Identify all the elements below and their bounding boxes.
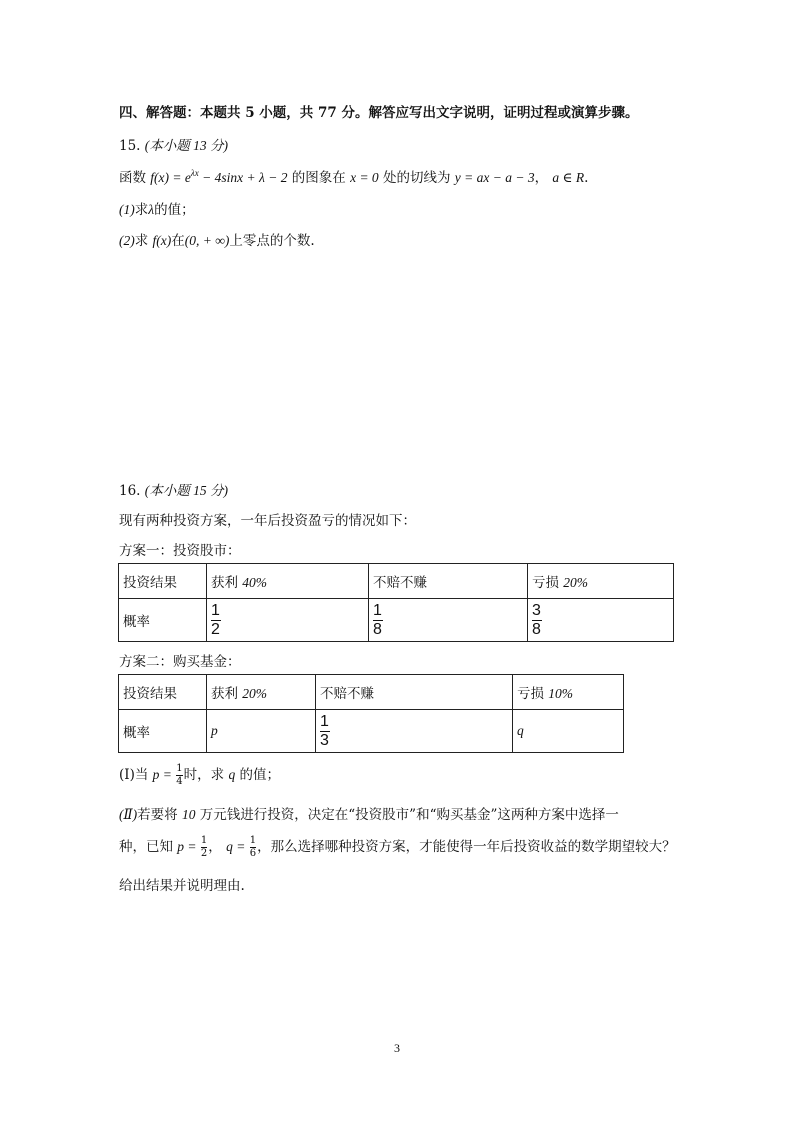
q16-part2-p-frac [201, 836, 207, 859]
q16-part1-text-a: 当 [134, 767, 149, 783]
plan2-header-row [119, 675, 624, 710]
plan1-prob-3 [528, 599, 674, 642]
q15-part1-lambda: λ [148, 202, 155, 217]
plan1-cell-prob-label: 概率 [119, 599, 207, 642]
frac-num: 1 [211, 601, 220, 619]
q16-part1-text-c: 的值； [239, 767, 281, 783]
plan2-profit-pct: 20% [242, 686, 268, 701]
q15-stem-text: 函数 [119, 170, 146, 186]
frac-den: 8 [532, 620, 541, 638]
q16-part2-q-eq: q = [226, 839, 249, 854]
q15-sep: ， [534, 170, 549, 186]
plan1-profit-text: 获利 [211, 575, 243, 591]
frac-num: 1 [320, 712, 329, 730]
q15-fx: f(x) [150, 170, 170, 185]
frac-num: 1 [373, 601, 382, 619]
frac-num: 1 [176, 763, 183, 774]
plan1-cell-even: 不赔不赚 [369, 564, 528, 599]
q16-part2-line3: 给出结果并说明理由. [119, 878, 245, 894]
q16-part1-p-eq: p = [152, 767, 176, 782]
plan1-table [118, 563, 674, 642]
q15-end: . [584, 170, 589, 186]
q15-x0: x = 0 [350, 170, 379, 185]
q16-part2-q-frac [250, 836, 256, 859]
plan2-loss-pct: 10% [548, 686, 574, 701]
q16-part2-ten: 10 [181, 807, 196, 822]
q16-plan1-label: 方案一：投资股市： [119, 543, 241, 559]
plan1-loss-text: 亏损 [532, 575, 564, 591]
q15-stem [119, 166, 588, 186]
q15-part2-text-a: 求 [134, 233, 149, 249]
plan1-cell-profit [207, 564, 369, 599]
plan2-profit-text: 获利 [211, 686, 243, 702]
q16-part1-text-b: 时，求 [183, 767, 225, 783]
q15-mid2-text: 处的切线为 [382, 170, 451, 186]
plan1-cell-loss [528, 564, 674, 599]
q15-heading [119, 134, 228, 154]
frac-num: 3 [532, 601, 541, 619]
q15-mid-text: 的图象在 [291, 170, 346, 186]
plan2-cell-prob-label: 概率 [119, 710, 207, 753]
q16-number: 16. [119, 483, 141, 499]
q16-part2-p-eq: p = [177, 839, 200, 854]
plan2-prob-row [119, 710, 624, 753]
q16-part2-text-a: 若要将 [137, 807, 178, 823]
q15-part1 [119, 198, 195, 218]
q16-intro: 现有两种投资方案，一年后投资盈亏的情况如下： [119, 513, 416, 529]
section-header: 四、解答题：本题共 5 小题，共 77 分。解答应写出文字说明，证明过程或演算步骤。 [119, 105, 639, 121]
q15-eq: = e [169, 170, 191, 185]
plan1-prob-row [119, 599, 674, 642]
q15-part2-label: (2) [119, 233, 135, 248]
q16-part1-label: (Ⅰ) [119, 767, 135, 783]
q16-part2-line2 [119, 835, 676, 859]
plan1-loss-pct: 20% [563, 575, 589, 590]
q15-tangent: y = ax − a − 3 [454, 170, 535, 185]
frac-den: 8 [373, 620, 382, 638]
plan2-prob-p: p [207, 710, 316, 753]
q16-part1-q: q [228, 767, 236, 782]
q16-part2-label: (Ⅱ) [119, 807, 138, 822]
q16-part2-line1 [119, 803, 619, 823]
frac-den: 6 [249, 848, 257, 859]
q16-part2-comma: ， [208, 839, 222, 855]
q15-number: 15. [119, 138, 141, 154]
q15-part2-text-c: 上零点的个数. [229, 233, 315, 249]
frac-den: 2 [211, 620, 220, 638]
plan2-cell-result-label: 投资结果 [119, 675, 207, 710]
q15-part1-text-b: 的值； [154, 202, 195, 218]
plan2-cell-profit [207, 675, 316, 710]
plan2-prob-q: q [513, 710, 624, 753]
q15-exponent: λx [190, 168, 199, 178]
q15-part2-fx: f(x) [152, 233, 172, 248]
plan1-profit-pct: 40% [242, 575, 268, 590]
q16-part2-line2-b: ，那么选择哪种投资方案，才能使得一年后投资收益的数学期望较大？ [257, 839, 676, 855]
plan2-cell-even: 不赔不赚 [316, 675, 513, 710]
q15-a-in-r: a ∈ R [552, 170, 585, 185]
plan1-prob-2 [369, 599, 528, 642]
plan1-cell-result-label: 投资结果 [119, 564, 207, 599]
page-number: 3 [394, 1041, 400, 1055]
q15-part2 [119, 229, 315, 249]
plan2-table [118, 674, 624, 753]
plan2-prob-mid [316, 710, 513, 753]
plan1-prob-1 [207, 599, 369, 642]
frac-num: 1 [249, 835, 257, 846]
q15-part2-interval: (0, + ∞) [184, 233, 230, 248]
frac-den: 2 [200, 848, 208, 859]
frac-den: 3 [320, 731, 329, 749]
q16-part2-line2-a: 种，已知 [119, 839, 173, 855]
q16-part1 [119, 763, 280, 787]
q16-plan2-label: 方案二：购买基金： [119, 654, 241, 670]
plan2-loss-text: 亏损 [517, 686, 549, 702]
q15-rest: − 4sinx + λ − 2 [198, 170, 288, 185]
q15-part1-text-a: 求 [134, 202, 149, 218]
frac-num: 1 [200, 835, 208, 846]
q16-part1-frac [176, 764, 182, 787]
q16-points: (本小题 15 分) [144, 483, 229, 498]
plan1-header-row [119, 564, 674, 599]
q15-part1-label: (1) [119, 202, 135, 217]
q16-part2-text-b: 万元钱进行投资，决定在“投资股市”和“购买基金”这两种方案中选择一 [199, 807, 619, 823]
q15-points: (本小题 13 分) [144, 138, 229, 153]
plan2-cell-loss [513, 675, 624, 710]
q15-part2-text-b: 在 [171, 233, 185, 249]
q16-heading [119, 479, 228, 499]
frac-den: 4 [176, 776, 183, 787]
